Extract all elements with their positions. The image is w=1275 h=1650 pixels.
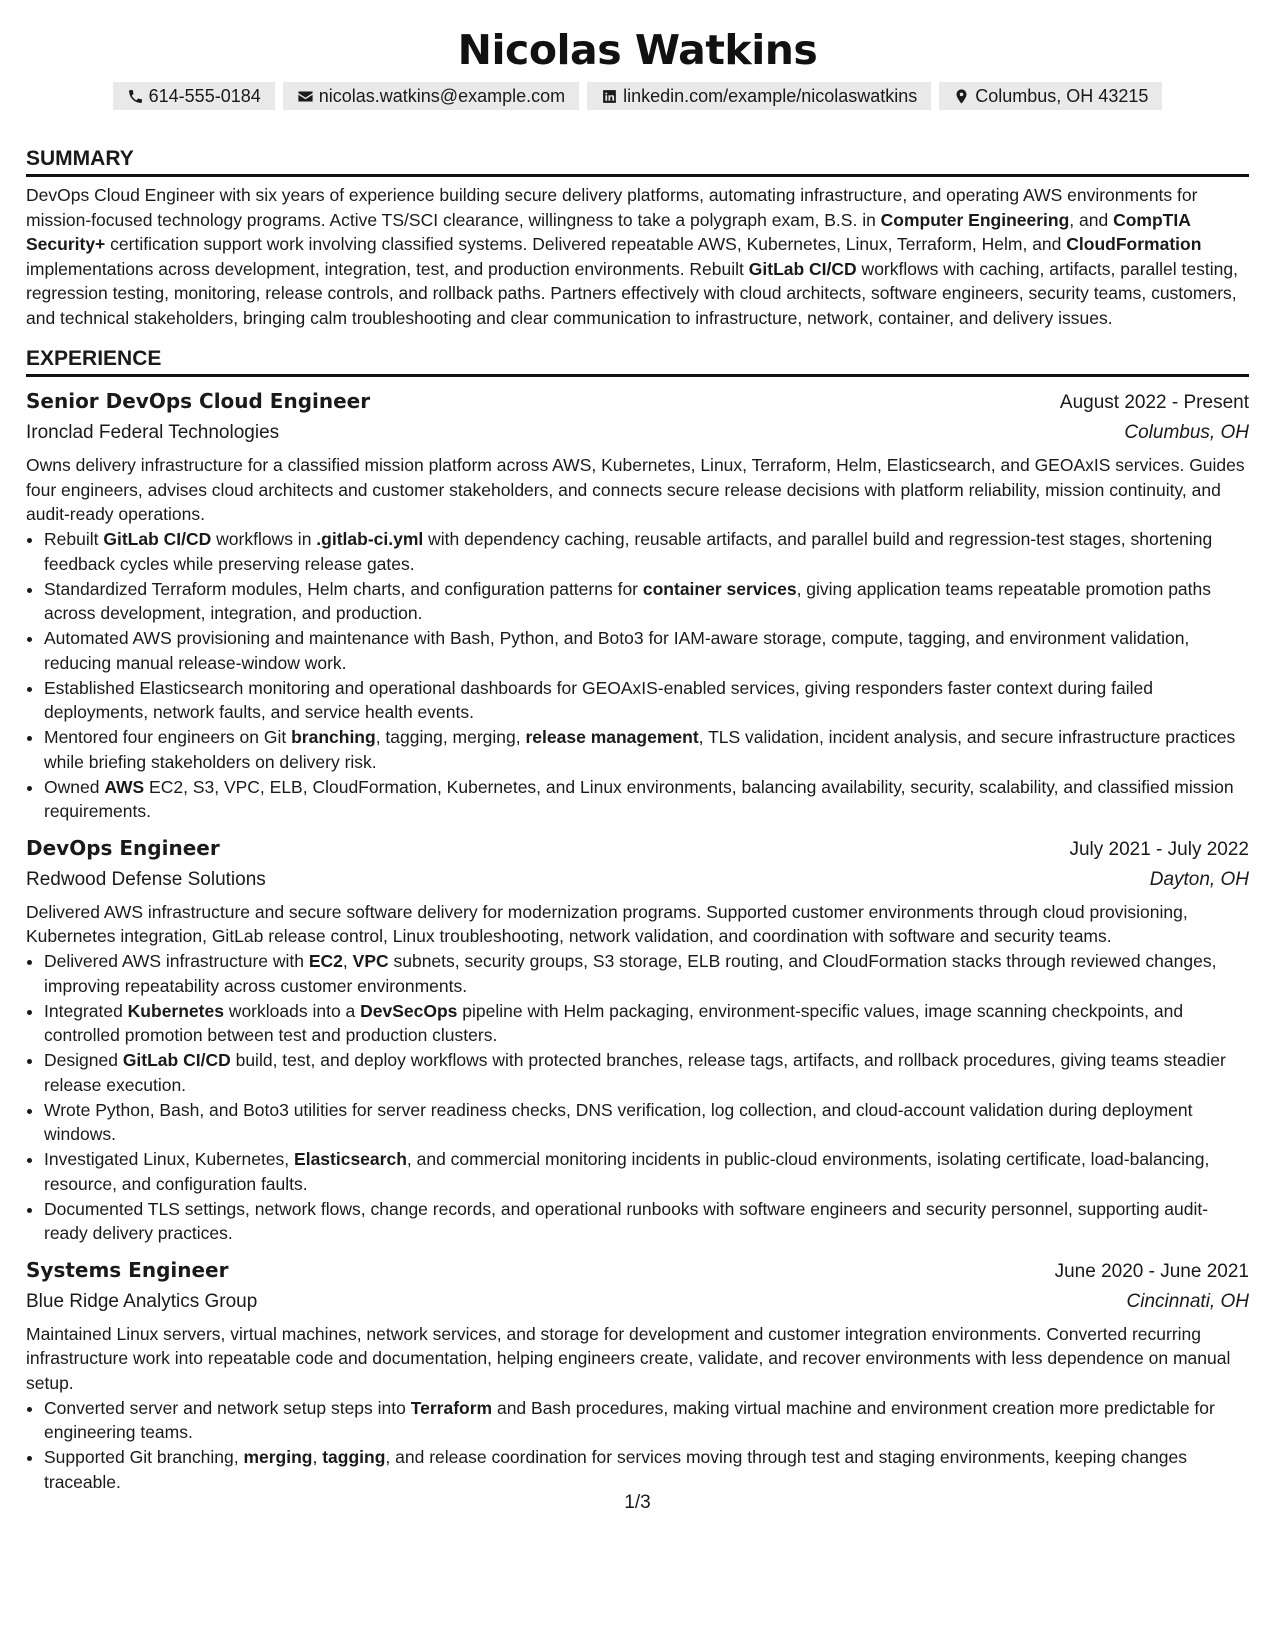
job-title: DevOps Engineer xyxy=(26,835,220,860)
job-bullet xyxy=(44,949,1249,998)
bullet-bold: VPC xyxy=(352,951,389,971)
bullet-text: , xyxy=(342,951,353,971)
experience-heading: EXPERIENCE xyxy=(26,346,1249,377)
bullet-bold: tagging xyxy=(322,1447,386,1467)
job-title: Systems Engineer xyxy=(26,1257,229,1282)
bullet-text: subnets, security groups, S3 storage, ELB routing, and CloudFormation stacks through reviewed changes, improving repeatability across customer environments. xyxy=(44,951,1217,996)
bullet-text: Owned xyxy=(44,776,105,797)
summary-bold-cert: CompTIA Security+ xyxy=(26,209,1191,254)
job-entry xyxy=(26,833,1249,1246)
email-text: nicolas.watkins@example.com xyxy=(318,85,566,106)
bullet-text: Rebuilt xyxy=(44,529,104,549)
bullet-text: Wrote Python, Bash, and Boto3 utilities for server readiness checks, DNS verification, log collection, and cloud-account validation during deployment windows. xyxy=(44,1099,1193,1144)
job-bullet xyxy=(44,999,1249,1048)
linkedin-icon xyxy=(601,88,618,105)
bullet-text: Integrated xyxy=(44,1000,128,1021)
job-location: Cincinnati, OH xyxy=(1126,1290,1249,1312)
summary-text-2: certification support work involving classified systems. Delivered repeatable AWS, Kubernetes, Linux, Terraform, Helm, and xyxy=(105,234,1067,254)
job-description: Delivered AWS infrastructure and secure software delivery for modernization programs. Supported customer environments through cloud provisioning, Kubernetes integration, GitLab release control, Linux troubleshooting, network validation, and coordination with software and security teams. xyxy=(26,901,1188,946)
bullet-bold: release management xyxy=(525,727,699,747)
bullet-bold: container services xyxy=(642,578,797,599)
phone-text: 614-555-0184 xyxy=(148,85,261,106)
bullet-bold: Terraform xyxy=(410,1397,493,1418)
summary-text-4: workflows with caching, artifacts, parallel testing, regression testing, monitoring, release controls, and rollback paths. Partners effectively with cloud architects, software engineers, security teams, customers, and technical stakeholders, bringing calm troubleshooting and clear communication to infrastructure, network, container, and delivery issues. xyxy=(26,258,1238,328)
job-location: Columbus, OH xyxy=(1124,422,1249,443)
bullet-text: Designed xyxy=(44,1050,123,1070)
summary-section xyxy=(26,146,1249,330)
job-entry xyxy=(26,1255,1249,1495)
bullet-bold: Elasticsearch xyxy=(294,1149,407,1169)
candidate-name: Nicolas Watkins xyxy=(457,26,818,74)
bullet-text: Supported Git branching, xyxy=(44,1447,244,1467)
contact-bar xyxy=(26,82,1249,110)
contact-location[interactable] xyxy=(939,82,1162,110)
bullet-text: , and commercial monitoring incidents in public-cloud environments, isolating certificate, load-balancing, resource, and configuration faults. xyxy=(44,1149,1210,1194)
bullet-text: Investigated Linux, Kubernetes, xyxy=(44,1149,295,1169)
bullet-bold: .gitlab-ci.yml xyxy=(316,529,424,549)
summary-bold-degree: Computer Engineering xyxy=(880,209,1070,230)
job-bullet xyxy=(44,527,1249,576)
bullet-bold: AWS xyxy=(104,776,145,797)
experience-section xyxy=(26,346,1249,1494)
location-text: Columbus, OH 43215 xyxy=(975,85,1149,106)
summary-paragraph xyxy=(26,183,1249,330)
bullet-bold: Kubernetes xyxy=(127,1000,224,1021)
job-dates: July 2021 - July 2022 xyxy=(1069,838,1249,860)
contact-email[interactable] xyxy=(283,82,579,110)
summary-bold-gitlab: GitLab CI/CD xyxy=(748,258,857,279)
bullet-text: , TLS validation, incident analysis, and secure infrastructure practices while briefing stakeholders on delivery risk. xyxy=(44,727,1236,772)
bullet-bold: EC2 xyxy=(308,951,343,971)
job-entry xyxy=(26,386,1249,824)
bullet-text: , giving application teams repeatable promotion paths across development, integration, and production. xyxy=(44,578,1211,623)
linkedin-text: linkedin.com/example/nicolaswatkins xyxy=(623,85,918,106)
job-location: Dayton, OH xyxy=(1149,868,1249,890)
bullet-text: Standardized Terraform modules, Helm charts, and configuration patterns for xyxy=(44,578,643,599)
bullet-text: Mentored four engineers on Git xyxy=(44,727,292,747)
bullet-text: Delivered AWS infrastructure with xyxy=(44,951,309,971)
job-bullet xyxy=(44,1445,1249,1494)
envelope-icon xyxy=(297,88,314,105)
bullet-text: Converted server and network setup steps into xyxy=(44,1397,411,1418)
bullet-text: , and release coordination for services moving through test and staging environments, keeping changes traceable. xyxy=(44,1447,1187,1492)
bullet-text: and Bash procedures, making virtual machine and environment creation more predictable for engineering teams. xyxy=(44,1397,1215,1442)
bullet-text: with dependency caching, reusable artifacts, and parallel build and regression-test stages, shortening feedback cycles while preserving release gates. xyxy=(44,529,1213,574)
summary-bold-cloudformation: CloudFormation xyxy=(1066,234,1202,254)
job-bullet xyxy=(44,1048,1249,1097)
bullet-text: workflows in xyxy=(211,529,317,549)
bullet-text: Established Elasticsearch monitoring and operational dashboards for GEOAxIS-enabled services, giving responders faster context during failed deployments, network faults, and service health events. xyxy=(44,677,1153,722)
bullet-bold: GitLab CI/CD xyxy=(103,529,212,549)
job-description: Maintained Linux servers, virtual machines, network services, and storage for development and customer integration environments. Converted recurring infrastructure work into repeatable code and documentation, helping engineers create, validate, and recover environments with less dependence on manual setup. xyxy=(26,1323,1231,1393)
bullet-text: EC2, S3, VPC, ELB, CloudFormation, Kubernetes, and Linux environments, balancing availability, security, scalability, and classified mission requirements. xyxy=(44,776,1234,821)
job-bullet xyxy=(44,1147,1249,1196)
bullet-bold: merging xyxy=(243,1447,313,1467)
bullet-text: Automated AWS provisioning and maintenance with Bash, Python, and Boto3 for IAM-aware storage, compute, tagging, and environment validation, reducing manual release-window work. xyxy=(44,628,1190,673)
job-description: Owns delivery infrastructure for a classified mission platform across AWS, Kubernetes, Linux, Terraform, Helm, Elasticsearch, and GEOAxIS services. Guides four engineers, advises cloud architects and customer stakeholders, and connects secure release decisions with platform reliability, mission continuity, and audit-ready operations. xyxy=(26,455,1245,524)
summary-text-3: implementations across development, integration, test, and production environments. Rebuilt xyxy=(26,258,749,279)
bullet-bold: branching xyxy=(291,727,376,747)
job-company: Redwood Defense Solutions xyxy=(26,868,266,890)
job-bullet xyxy=(44,775,1249,824)
job-bullet xyxy=(44,626,1249,675)
contact-linkedin[interactable] xyxy=(587,82,931,110)
page-number: 1/3 xyxy=(624,1492,651,1513)
job-bullets xyxy=(26,949,1249,1246)
summary-text-1: , and xyxy=(1069,209,1114,230)
bullet-text: Documented TLS settings, network flows, change records, and operational runbooks with software engineers and security personnel, supporting audit-ready delivery practices. xyxy=(44,1198,1209,1243)
bullet-text: build, test, and deploy workflows with protected branches, release tags, artifacts, and rollback procedures, giving teams steadier release execution. xyxy=(44,1050,1226,1095)
job-title: Senior DevOps Cloud Engineer xyxy=(26,389,371,413)
job-bullet xyxy=(44,1197,1249,1246)
bullet-text: , xyxy=(312,1447,323,1467)
bullet-text: , tagging, merging, xyxy=(375,727,526,747)
summary-heading: SUMMARY xyxy=(26,146,1249,177)
contact-phone[interactable] xyxy=(113,82,275,110)
summary-text-0: DevOps Cloud Engineer with six years of experience building secure delivery platforms, automating infrastructure, and operating AWS environments for mission-focused technology programs. Active TS/SCI clearance, willingness to take a polygraph exam, B.S. in xyxy=(26,185,1198,230)
job-bullet xyxy=(44,725,1249,774)
bullet-text: pipeline with Helm packaging, environment-specific values, image scanning checkpoints, and controlled promotion between test and production clusters. xyxy=(44,1000,1184,1045)
job-bullet xyxy=(44,577,1249,626)
map-pin-icon xyxy=(953,88,970,105)
job-bullets xyxy=(26,527,1249,824)
job-bullet xyxy=(44,1098,1249,1147)
job-bullets xyxy=(26,1396,1249,1495)
job-bullet xyxy=(44,1396,1249,1445)
bullet-bold: DevSecOps xyxy=(360,1000,458,1021)
job-company: Blue Ridge Analytics Group xyxy=(26,1290,258,1312)
phone-icon xyxy=(127,88,144,105)
bullet-bold: GitLab CI/CD xyxy=(122,1050,231,1070)
bullet-text: workloads into a xyxy=(223,1000,361,1021)
job-bullet xyxy=(44,676,1249,725)
job-dates: June 2020 - June 2021 xyxy=(1054,1260,1249,1282)
job-dates: August 2022 - Present xyxy=(1059,392,1249,413)
job-company: Ironclad Federal Technologies xyxy=(26,422,280,443)
